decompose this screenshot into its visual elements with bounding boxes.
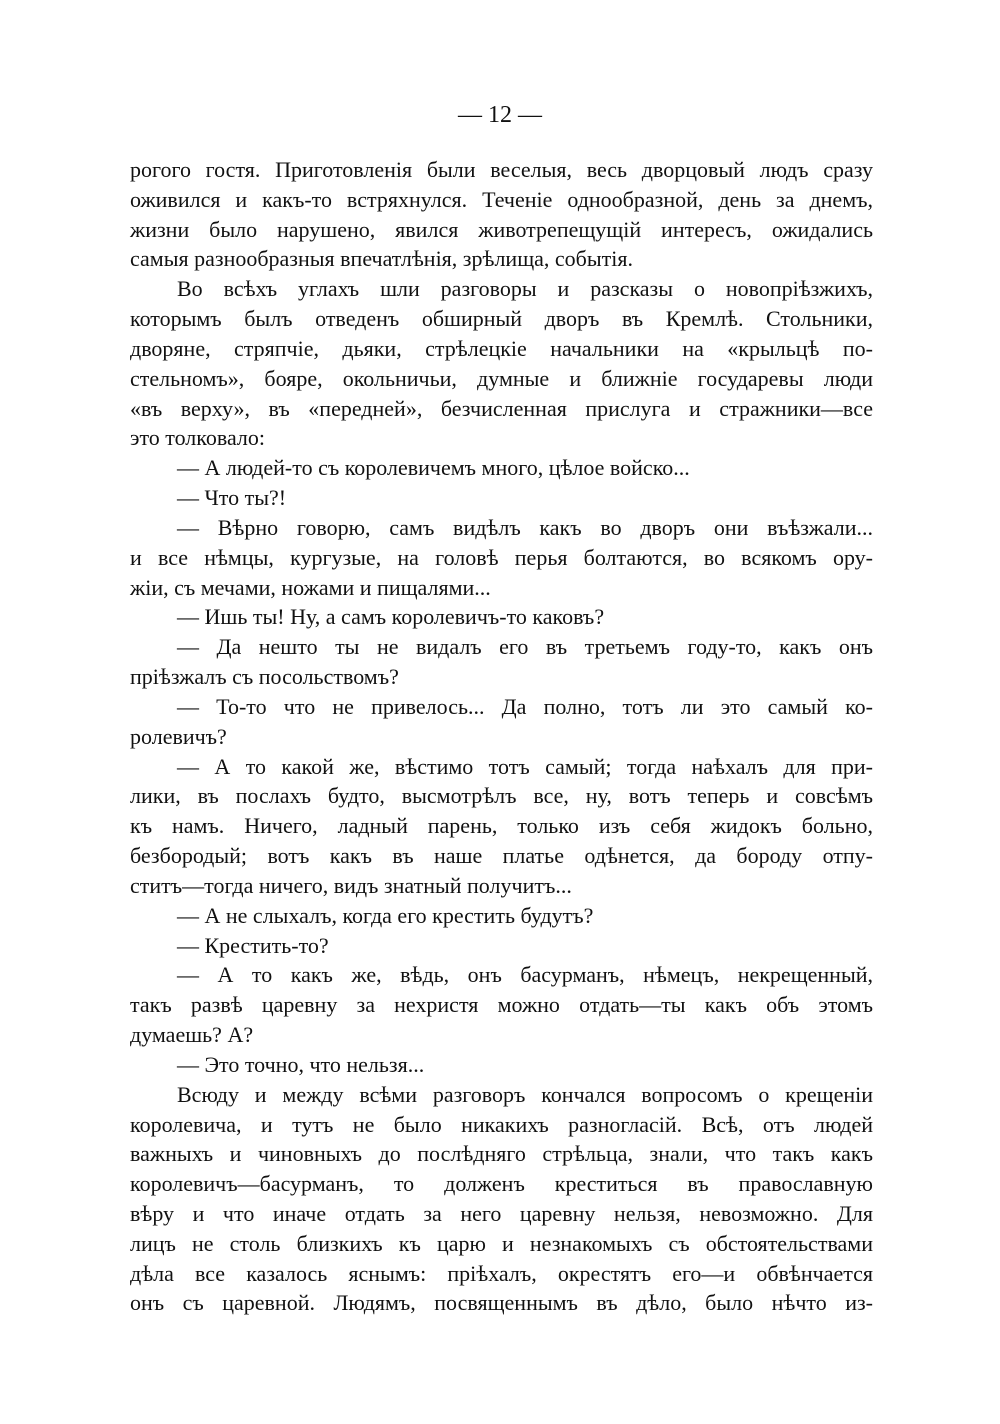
text-line: рогого гостя. Приготовленія были веселыя, весь дворцовый людъ сразу	[130, 157, 873, 182]
text-line: самыя разнообразныя впечатлѣнія, зрѣлища, событія.	[130, 246, 633, 272]
dialogue-line: — Ишь ты! Ну, а самъ королевичъ-то каковъ?	[177, 604, 605, 630]
text-line: оживился и какъ-то встряхнулся. Теченіе однообразной, день за днемъ,	[130, 186, 873, 212]
text-line: онъ съ царевной. Людямъ, посвященнымъ въ дѣло, было нѣчто из-	[130, 1290, 873, 1316]
text-line: безбородый; вотъ какъ въ наше платье одѣнется, да бороду отпу-	[130, 843, 873, 869]
text-line: ститъ—тогда ничего, видъ знатный получитъ...	[130, 872, 572, 898]
text-line: это толковало:	[130, 425, 265, 451]
text-line: Во всѣхъ углахъ шли разговоры и разсказы о новопріѣзжихъ,	[177, 276, 873, 302]
text-line: думаешь? А?	[130, 1022, 254, 1048]
dialogue-line: — Что ты?!	[177, 485, 287, 511]
text-line: дворяне, стряпчіе, дьяки, стрѣлецкіе начальники на «крыльцѣ по-	[130, 335, 873, 361]
text-line: ролевичъ?	[130, 723, 227, 749]
text-line: королевича, и тутъ не было никакихъ разногласій. Всѣ, отъ людей	[130, 1111, 873, 1137]
text-line: такъ развѣ царевну за нехристя можно отдать—ты какъ объ этомъ	[130, 992, 873, 1018]
text-line: стельномъ», бояре, окольничьи, думные и ближніе государевы люди	[130, 365, 873, 391]
text-line: дѣла все казалось яснымъ: пріѣхалъ, окрестятъ его—и обвѣнчается	[130, 1260, 873, 1286]
text-line: къ намъ. Ничего, ладный парень, только изъ себя жидокъ больно,	[130, 813, 873, 839]
text-line: Всюду и между всѣми разговоръ кончался вопросомъ о крещеніи	[177, 1081, 873, 1107]
dialogue-line: — Это точно, что нельзя...	[177, 1051, 425, 1077]
text-line: лицъ не столь близкихъ къ царю и незнакомыхъ съ обстоятельствами	[130, 1230, 873, 1256]
dialogue-line: — То-то что не привелось... Да полно, тотъ ли это самый ко-	[177, 693, 873, 719]
text-line: и все нѣмцы, кургузые, на головѣ перья болтаются, во всякомъ ору-	[130, 544, 873, 570]
text-line: жіи, съ мечами, ножами и пищалями...	[130, 574, 491, 600]
text-line: вѣру и что иначе отдать за него царевну нельзя, невозможно. Для	[130, 1200, 873, 1226]
text-line: пріѣзжалъ съ посольствомъ?	[130, 664, 399, 690]
text-line: которымъ былъ отведенъ обширный дворъ въ Кремлѣ. Стольники,	[130, 306, 873, 332]
dialogue-line: — А людей-то съ королевичемъ много, цѣлое войско...	[177, 455, 690, 481]
page-number: — 12 —	[458, 102, 542, 128]
text-line: «въ верху», въ «передней», безчисленная прислуга и стражники—все	[130, 395, 873, 421]
dialogue-line: — Крестить-то?	[177, 932, 329, 958]
text-line: жизни было нарушено, явился животрепещущій интересъ, ожидались	[130, 216, 873, 242]
dialogue-line: — Вѣрно говорю, самъ видѣлъ какъ во дворъ они въѣзжали...	[177, 514, 873, 540]
dialogue-line: — А то какой же, вѣстимо тотъ самый; тогда наѣхалъ для при-	[177, 753, 873, 779]
dialogue-line: — Да нешто ты не видалъ его въ третьемъ году-то, какъ онъ	[177, 634, 873, 660]
page-body	[130, 155, 873, 1318]
text-line: важныхъ и чиновныхъ до послѣдняго стрѣльца, знали, что такъ какъ	[130, 1141, 873, 1167]
text-line: лики, въ послахъ будто, высмотрѣлъ все, ну, вотъ теперь и совсѣмъ	[130, 783, 873, 809]
dialogue-line: — А не слыхалъ, когда его крестить будутъ?	[177, 902, 594, 928]
text-line: королевичъ—басурманъ, то долженъ креститься въ православную	[130, 1171, 873, 1197]
dialogue-line: — А то какъ же, вѣдь, онъ басурманъ, нѣмецъ, некрещенный,	[177, 962, 873, 988]
